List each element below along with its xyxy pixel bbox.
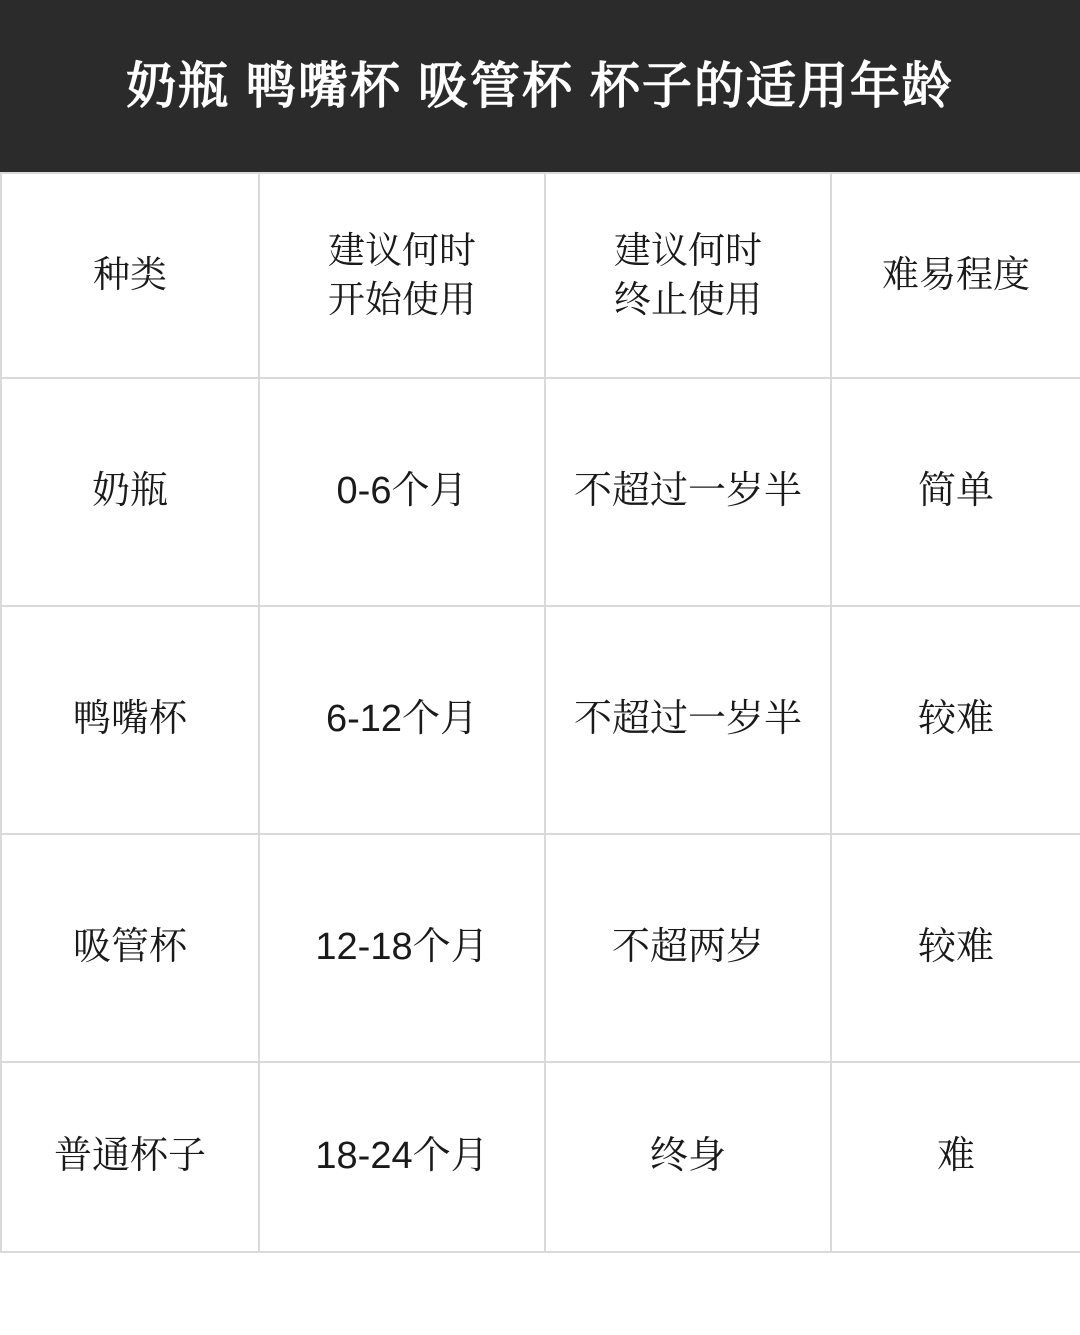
page-title: 奶瓶 鸭嘴杯 吸管杯 杯子的适用年龄 <box>126 57 954 114</box>
column-header-stop-age-line-2: 终止使用 <box>614 278 762 320</box>
table-row <box>1 1062 1080 1252</box>
cell-start-age: 12-18个月 <box>259 834 545 1062</box>
table-row <box>1 378 1080 606</box>
column-header-stop-age <box>545 173 831 378</box>
cell-type: 奶瓶 <box>1 378 259 606</box>
cell-difficulty: 较难 <box>831 834 1080 1062</box>
cell-start-age: 18-24个月 <box>259 1062 545 1252</box>
column-header-stop-age-line-1: 建议何时 <box>614 229 762 271</box>
cell-stop-age: 终身 <box>545 1062 831 1252</box>
cell-stop-age: 不超过一岁半 <box>545 606 831 834</box>
title-banner <box>0 0 1080 172</box>
column-header-start-age-line-2: 开始使用 <box>328 278 476 320</box>
cell-type: 普通杯子 <box>1 1062 259 1252</box>
cell-start-age: 6-12个月 <box>259 606 545 834</box>
cell-start-age: 0-6个月 <box>259 378 545 606</box>
column-header-start-age-line-1: 建议何时 <box>328 229 476 271</box>
cell-difficulty: 较难 <box>831 606 1080 834</box>
cell-stop-age: 不超两岁 <box>545 834 831 1062</box>
table-row <box>1 834 1080 1062</box>
table-body <box>1 378 1080 1252</box>
table-row <box>1 606 1080 834</box>
age-guidance-table <box>0 172 1080 1253</box>
cell-type: 鸭嘴杯 <box>1 606 259 834</box>
cell-stop-age: 不超过一岁半 <box>545 378 831 606</box>
column-header-difficulty <box>831 173 1080 378</box>
cell-difficulty: 简单 <box>831 378 1080 606</box>
cell-type: 吸管杯 <box>1 834 259 1062</box>
column-header-start-age <box>259 173 545 378</box>
table-header <box>1 173 1080 378</box>
cell-difficulty: 难 <box>831 1062 1080 1252</box>
column-header-type <box>1 173 259 378</box>
column-header-difficulty-line-1: 难易程度 <box>882 254 1030 296</box>
column-header-type-line-1: 种类 <box>93 254 167 296</box>
table-header-row <box>1 173 1080 378</box>
